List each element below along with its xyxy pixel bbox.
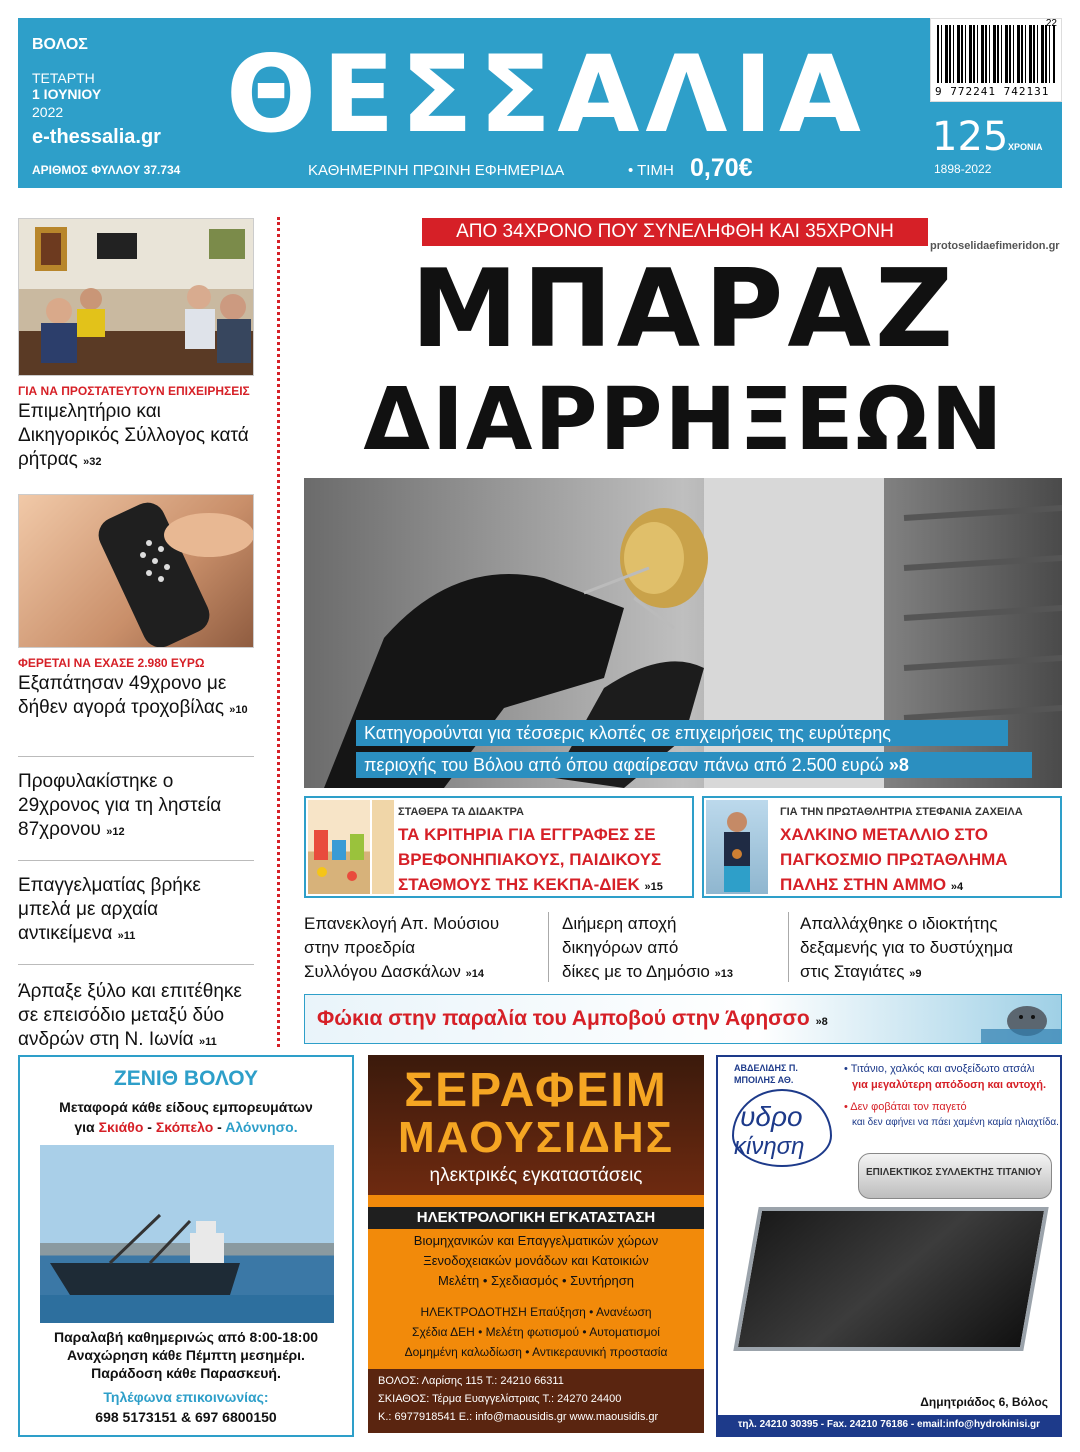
barcode-bars xyxy=(937,25,1055,83)
ad2-contact1: ΒΟΛΟΣ: Λαρίσης 115 Τ.: 24210 66311 xyxy=(378,1375,564,1387)
sidebar-story-5-page-ref: »11 xyxy=(198,1036,217,1048)
price-label: • ΤΙΜΗ xyxy=(628,162,674,179)
sidebar-story-1-text: Επιμελητήριο και Δικηγορικός Σύλλογος κατά ρήτρας xyxy=(18,401,249,470)
box2-headline xyxy=(780,822,1008,900)
ad2-name2: ΜΑΟΥΣΙΔΗΣ xyxy=(397,1113,675,1162)
newspaper-logo: ΘΕΣΣΑΛΙΑ xyxy=(226,33,867,156)
story-box-wrestling[interactable] xyxy=(702,796,1062,898)
main-headline-line1: ΜΠΑΡΑΖ xyxy=(410,247,958,372)
sidebar-divider xyxy=(18,964,254,965)
ad2-name1: ΣΕΡΑΦΕΙΜ xyxy=(404,1064,668,1117)
barcode xyxy=(930,18,1062,102)
brief-2-line1: Διήμερη αποχή xyxy=(562,914,677,933)
phone-illustration xyxy=(19,495,254,648)
ad1-phones[interactable]: 698 5173151 & 697 6800150 xyxy=(95,1409,277,1425)
sidebar-story-5-headline[interactable] xyxy=(18,980,258,1054)
ad2-contact3[interactable]: Κ.: 6977918541 E.: info@maousidis.gr www.maousidis.gr xyxy=(378,1411,659,1423)
price: 0,70€ xyxy=(690,154,753,182)
weekday: ΤΕΤΑΡΤΗ xyxy=(32,70,95,86)
ad3-brand2: κίνηση xyxy=(734,1133,805,1160)
ad1-info3: Παράδοση κάθε Παρασκευή. xyxy=(91,1365,281,1381)
main-kicker: ΑΠΟ 34ΧΡΟΝΟ ΠΟΥ ΣΥΝΕΛΗΦΘΗ ΚΑΙ 35ΧΡΟΝΗ xyxy=(422,218,928,246)
box2-page-ref: »4 xyxy=(950,881,964,893)
brief-2[interactable] xyxy=(562,912,782,986)
brief-3-page-ref: »9 xyxy=(909,968,922,980)
anniversary-badge xyxy=(930,114,1050,180)
ad3-owner2: ΜΠΟΙΛΗΣ ΑΘ. xyxy=(734,1075,794,1085)
ad3-bullet2b: και δεν αφήνει να πάει χαμένη καμία ηλιαχτίδα. xyxy=(852,1117,1059,1128)
main-caption-line2-text: περιοχής του Βόλου από όπου αφαίρεσαν πάνω από 2.500 ευρώ xyxy=(364,755,884,775)
brief-1-line2: στην προεδρία xyxy=(304,938,416,957)
box1-headline xyxy=(398,822,663,900)
ad2-subtitle: ηλεκτρικές εγκαταστάσεις xyxy=(429,1165,643,1186)
ad1-title: ΖΕΝΙΘ ΒΟΛΟΥ xyxy=(113,1067,259,1090)
sidebar-divider xyxy=(18,860,254,861)
ad1-line1: Μεταφορά κάθε είδους εμπορευμάτων xyxy=(59,1099,313,1115)
column-divider xyxy=(277,217,280,1047)
brief-divider xyxy=(788,912,789,982)
ad3-contact[interactable]: τηλ. 24210 30395 - Fax. 24210 76186 - email:info@hydrokinisi.gr xyxy=(718,1415,1060,1435)
ad3-bullet2a: • Δεν φοβάται τον παγετό xyxy=(844,1101,967,1113)
ad3-address: Δημητριάδος 6, Βόλος xyxy=(920,1395,1048,1409)
ad-zenith-volou[interactable] xyxy=(18,1055,354,1437)
main-caption-page-ref: »8 xyxy=(888,755,909,775)
sidebar-story-4-text: Επαγγελματίας βρήκε μπελά με αρχαία αντικείμενα xyxy=(18,875,201,944)
brief-2-line3 xyxy=(562,960,782,986)
main-headline-line2: ΔΙΑΡΡΗΞΕΩΝ xyxy=(363,370,1005,470)
sidebar-story-2-headline[interactable] xyxy=(18,672,254,722)
solar-panel xyxy=(733,1207,1048,1351)
brief-3-line3-text: στις Σταγιάτες xyxy=(800,962,905,981)
box1-line1: ΤΑ ΚΡΙΤΗΡΙΑ ΓΙΑ ΕΓΓΡΑΦΕΣ ΣΕ xyxy=(398,825,656,844)
playroom-photo-2 xyxy=(372,800,394,894)
brief-3-line2: δεξαμενής για το δυστύχημα xyxy=(800,938,1014,957)
brief-2-line3-text: δίκες με το Δημόσιο xyxy=(562,962,710,981)
ad1-dest2: Σκόπελο xyxy=(155,1119,214,1135)
ad1-info2: Αναχώρηση κάθε Πέμπτη μεσημέρι. xyxy=(67,1347,305,1363)
ad1-dest3: Αλόννησο. xyxy=(225,1119,298,1135)
brief-divider xyxy=(548,912,549,982)
brief-1[interactable] xyxy=(304,912,540,986)
ad1-line2-prefix: για xyxy=(74,1119,95,1135)
sidebar-story-2-page-ref: »10 xyxy=(229,704,248,716)
athlete-illustration xyxy=(706,800,768,894)
main-headline[interactable] xyxy=(306,247,1062,470)
playroom-photo xyxy=(308,800,370,894)
sidebar-story-5-text: Άρπαξε ξύλο και επιτέθηκε σε επεισόδιο μεταξύ δύο ανδρών στη Ν. Ιωνία xyxy=(18,981,242,1050)
brief-1-page-ref: »14 xyxy=(465,968,484,980)
ship-photo xyxy=(40,1145,334,1323)
ad1-phones-label: Τηλέφωνα επικοινωνίας: xyxy=(103,1389,269,1405)
seal-story-banner[interactable] xyxy=(304,994,1062,1044)
ad2-section1: ΗΛΕΚΤΡΟΛΟΓΙΚΗ ΕΓΚΑΤΑΣΤΑΣΗ xyxy=(368,1207,704,1229)
brief-1-line3-text: Συλλόγου Δασκάλων xyxy=(304,962,461,981)
box2-line3-text: ΠΑΛΗΣ ΣΤΗΝ ΑΜΜΟ xyxy=(780,875,947,894)
box1-line3-text: ΣΤΑΘΜΟΥΣ ΤΗΣ ΚΕΚΠΑ-ΔΙΕΚ xyxy=(398,875,640,894)
brief-3[interactable] xyxy=(800,912,1062,986)
box1-line2: ΒΡΕΦΟΝΗΠΙΑΚΟΥΣ, ΠΑΙΔΙΚΟΥΣ xyxy=(398,850,662,869)
masthead xyxy=(18,18,1062,188)
anniversary-range: 1898-2022 xyxy=(934,162,992,176)
ad2-s2c: Δομημένη καλωδίωση • Αντικεραυνική προστασία xyxy=(404,1345,668,1359)
main-caption-line1: Κατηγορούνται για τέσσερις κλοπές σε επιχειρήσεις της ευρύτερης xyxy=(356,720,1008,746)
sidebar-story-4-page-ref: »11 xyxy=(117,930,136,942)
ad-maousidis[interactable] xyxy=(368,1055,704,1433)
box2-line3 xyxy=(780,872,1008,900)
ad2-s1c: Μελέτη • Σχεδιασμός • Συντήρηση xyxy=(437,1273,635,1288)
brief-3-line3 xyxy=(800,960,1062,986)
ad3-tank-label: ΕΠΙΛΕΚΤΙΚΟΣ ΣΥΛΛΕΚΤΗΣ ΤΙΤΑΝΙΟΥ xyxy=(866,1167,1043,1178)
seal-story-text: Φώκια στην παραλία του Αμποβού στην Άφησσο xyxy=(317,1007,810,1030)
main-caption-line2 xyxy=(356,752,1032,778)
brief-3-line1: Απαλλάχθηκε ο ιδιοκτήτης xyxy=(800,914,998,933)
ad1-line2: για Σκιάθο - Σκόπελο - Αλόννησο. xyxy=(74,1119,298,1135)
brief-1-line3 xyxy=(304,960,540,986)
anniversary-number: 125 xyxy=(932,114,1009,160)
box2-line2: ΠΑΓΚΟΣΜΙΟ ΠΡΩΤΑΘΛΗΜΑ xyxy=(780,850,1008,869)
tagline: ΚΑΘΗΜΕΡΙΝΗ ΠΡΩΙΝΗ ΕΦΗΜΕΡΙΔΑ xyxy=(308,162,565,179)
source-credit: protoselidaefimeridon.gr xyxy=(930,240,1060,252)
sidebar-story-4-headline[interactable] xyxy=(18,874,254,948)
seal-icon xyxy=(981,995,1061,1043)
ad2-s1a: Βιομηχανικών και Επαγγελματικών χώρων xyxy=(413,1233,659,1248)
brief-2-line2: δικηγόρων από xyxy=(562,938,679,957)
anniversary-word: ΧΡΟΝΙΑ xyxy=(1008,142,1043,152)
barcode-issue: 22 xyxy=(1045,18,1057,29)
meeting-photo xyxy=(18,218,254,376)
issue-number: ΑΡΙΘΜΟΣ ΦΥΛΛΟΥ 37.734 xyxy=(32,163,181,177)
ad2-s1b: Ξενοδοχειακών μονάδων και Κατοικιών xyxy=(423,1253,649,1268)
ad1-info1: Παραλαβή καθημερινώς από 8:00-18:00 xyxy=(53,1329,319,1345)
website-link[interactable]: e-thessalia.gr xyxy=(32,126,161,148)
ad-hydrokinisi[interactable] xyxy=(716,1055,1062,1437)
sidebar-story-1-kicker: ΓΙΑ ΝΑ ΠΡΟΣΤΑΤΕΥΤΟΥΝ ΕΠΙΧΕΙΡΗΣΕΙΣ xyxy=(18,384,250,398)
sidebar-divider xyxy=(18,756,254,757)
year: 2022 xyxy=(32,104,64,120)
box1-kicker: ΣΤΑΘΕΡΑ ΤΑ ΔΙΔΑΚΤΡΑ xyxy=(398,806,525,818)
sidebar-story-3-text: Προφυλακίστηκε ο 29χρονος για τη ληστεία 87χρονου xyxy=(18,771,222,840)
box2-line1: ΧΑΛΚΙΝΟ ΜΕΤΑΛΛΙΟ ΣΤΟ xyxy=(780,825,988,844)
sidebar-story-2-kicker: ΦΕΡΕΤΑΙ ΝΑ ΕΧΑΣΕ 2.980 ΕΥΡΩ xyxy=(18,656,205,670)
athlete-photo xyxy=(706,800,768,894)
city: ΒΟΛΟΣ xyxy=(32,36,88,53)
brief-1-line1: Επανεκλογή Απ. Μούσιου xyxy=(304,914,500,933)
barcode-number: 9 772241 742131 xyxy=(935,85,1050,98)
brief-2-page-ref: »13 xyxy=(714,968,733,980)
box1-page-ref: »15 xyxy=(644,881,663,893)
sidebar-story-1-headline[interactable] xyxy=(18,400,254,474)
ad2-s2b: Σχέδια ΔΕΗ • Μελέτη φωτισμού • Αυτοματισμοί xyxy=(412,1325,660,1339)
ad3-bullet1b: για μεγαλύτερη απόδοση και αντοχή. xyxy=(852,1079,1047,1091)
ad1-dest1: Σκιάθο xyxy=(98,1119,144,1135)
sidebar-story-2-text: Εξαπάτησαν 49χρονο με δήθεν αγορά τροχοβίλας xyxy=(18,673,227,718)
meeting-illustration xyxy=(19,219,254,376)
seal-story-headline xyxy=(317,1007,828,1031)
sidebar-story-3-headline[interactable] xyxy=(18,770,254,844)
box1-line3 xyxy=(398,872,663,900)
seal-story-page-ref: »8 xyxy=(815,1016,828,1028)
date: 1 ΙΟΥΝΙΟΥ xyxy=(32,86,102,102)
box2-kicker: ΓΙΑ ΤΗΝ ΠΡΩΤΑΘΛΗΤΡΙΑ ΣΤΕΦΑΝΙΑ ΖΑΧΕΙΛΑ xyxy=(780,806,1023,818)
ad2-contact2: ΣΚΙΑΘΟΣ: Τέρμα Ευαγγελίστριας Τ.: 24270 24400 xyxy=(378,1393,622,1405)
story-box-nurseries[interactable] xyxy=(304,796,694,898)
sidebar-story-1-page-ref: »32 xyxy=(83,456,102,468)
ship-illustration xyxy=(40,1145,334,1323)
phone-photo xyxy=(18,494,254,648)
ad3-bullet1a: • Τιτάνιο, χαλκός και ανοξείδωτο ατσάλι xyxy=(844,1063,1035,1075)
ad2-s2a: ΗΛΕΚΤΡΟΔΟΤΗΣΗ Επαύξηση • Ανανέωση xyxy=(420,1305,652,1319)
ad3-owner1: ΑΒΔΕΛΙΔΗΣ Π. xyxy=(734,1063,798,1073)
ad3-brand1: υδρο xyxy=(740,1101,803,1132)
playroom-illustration xyxy=(308,800,370,894)
sidebar-story-3-page-ref: »12 xyxy=(106,826,125,838)
